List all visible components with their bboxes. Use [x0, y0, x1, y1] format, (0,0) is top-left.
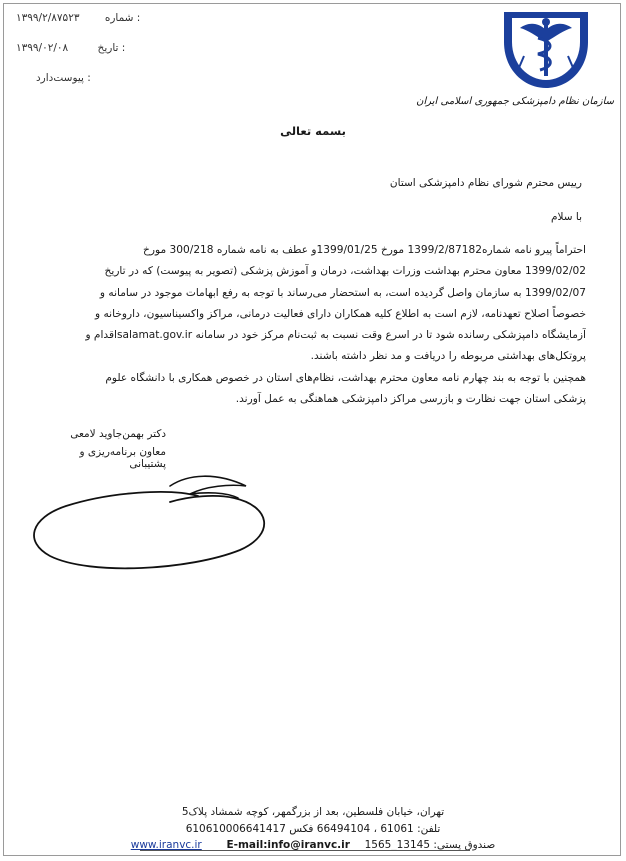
- body-line: احتراماً پیرو نامه شماره1399/2/87182 مورخ 1399/01/25و عطف به نامه شماره 300/218 مورخ: [143, 244, 586, 256]
- handwritten-signature: [20, 466, 280, 576]
- letter-date-label: تاریخ :: [97, 42, 126, 54]
- body-line: 1399/02/02 معاون محترم بهداشت وزرات بهداشت، درمان و آموزش پزشکی (تصویر به پیوست) که در تاریخ: [104, 265, 586, 278]
- postal-box: صندوق پستی: 13145_1565: [364, 839, 496, 851]
- footer-phones: [0, 823, 626, 835]
- greeting: با سلام: [550, 211, 582, 223]
- signatory-title: معاون برنامه‌ریزی و پشتیبانی: [79, 446, 166, 470]
- body-line: آزمایشگاه دامپزشکی رسانده شود تا در اسرع وقت نسبت به ثبت‌نام مرکز خود در سامانه salamat.gov.irاقدام و: [85, 329, 586, 342]
- body-line: همچنین با توجه به بند چهارم نامه معاون محترم بهداشت، نظام‌های استان در خصوص همکاری با دانشگاه علوم: [105, 371, 586, 384]
- body-line: 1399/02/07 به سازمان واصل گردیده است، به استحضار می‌رساند با توجه به رفع ابهامات موجود در سامانه و: [99, 286, 586, 299]
- email-address[interactable]: E-mail:info@iranvc.ir: [226, 839, 350, 851]
- footer-phone-fax: تلفن: 61061 ، 66494104 فکس 610610006641417: [185, 823, 441, 835]
- signatory-name: دکتر بهمن‌جاوید لامعی: [70, 428, 166, 440]
- body-line: پزشکی استان جهت نظارت و بازرسی مراکز دامپزشکی هماهنگی به عمل آورند.: [235, 393, 586, 406]
- body-line: خصوصاً اصلاح تعهدنامه، لازم است به اطلاع کلیه همکاران دارای فعالیت درمانی، مراکز واکسیناسیون، داروخانه و: [95, 307, 586, 320]
- addressee: رییس محترم شورای نظام دامپزشکی استان: [389, 177, 582, 189]
- letter-number-value: ۱۳۹۹/۲/۸۷۵۲۳: [16, 12, 80, 24]
- organization-logo: [498, 8, 594, 92]
- letter-date-row: [16, 42, 125, 54]
- letter-body: [26, 240, 586, 410]
- footer-divider: [140, 850, 470, 851]
- letter-date-value: ۱۳۹۹/۰۲/۰۸: [16, 42, 69, 54]
- body-line: پروتکل‌های بهداشتی مربوطه را دریافت و مد نظر داشته باشند.: [310, 350, 586, 363]
- organization-name: سازمان نظام دامپزشکی جمهوری اسلامی ایران: [416, 96, 614, 107]
- letter-number-label: شماره :: [104, 12, 141, 24]
- footer-address: تهران، خیابان فلسطین، بعد از بزرگمهر، کوچه شمشاد پلاک5: [181, 806, 445, 818]
- website-link[interactable]: www.iranvc.ir: [130, 839, 202, 851]
- attachment-label: پیوست‌دارد :: [36, 72, 91, 84]
- letter-title: بسمه تعالی: [280, 124, 346, 138]
- letter-number-row: [16, 12, 140, 24]
- attachment-row: [36, 72, 91, 84]
